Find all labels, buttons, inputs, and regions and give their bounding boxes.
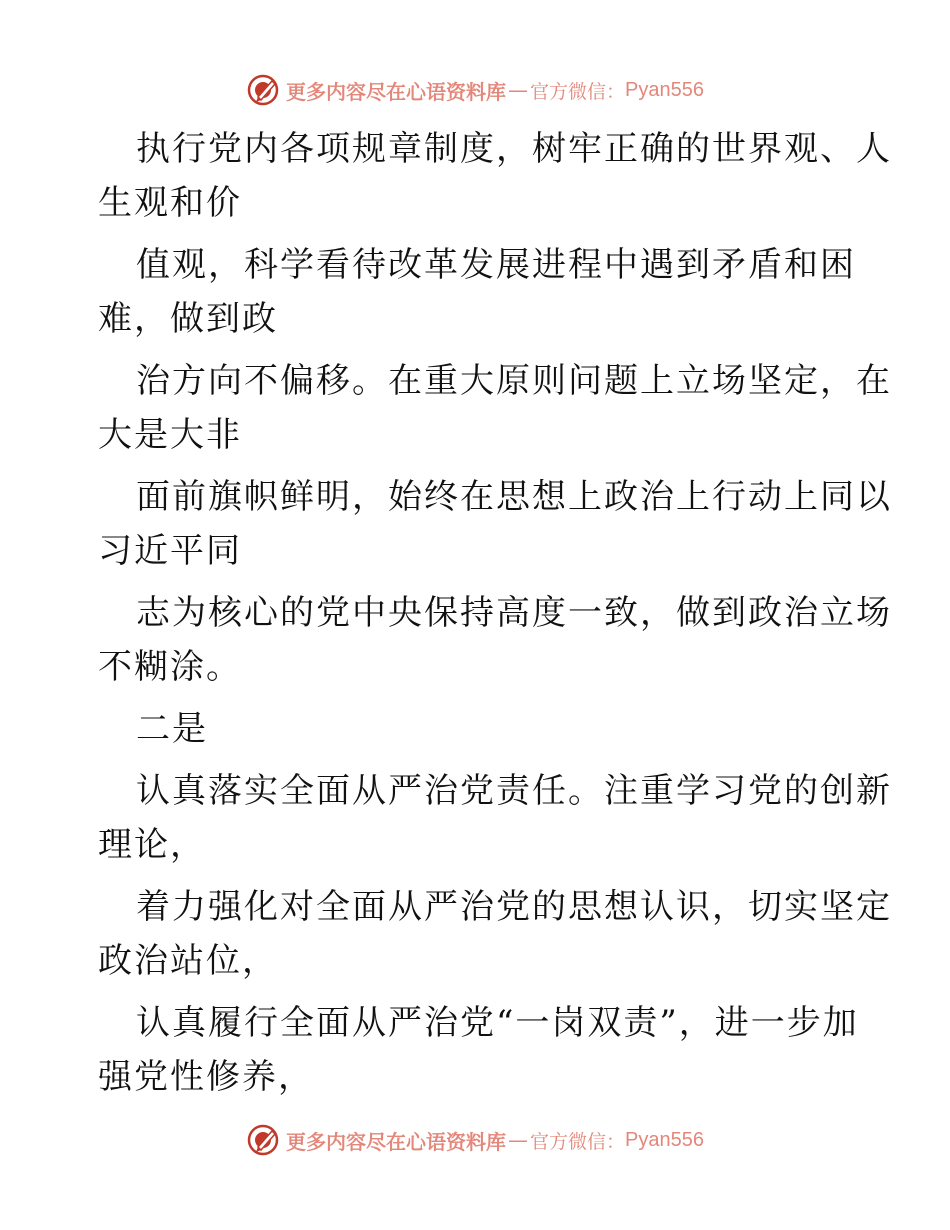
header-wechat-label: 官方微信： [530,80,626,103]
body-line: 难，做到政 [98,299,278,339]
footer-wechat-label: 官方微信： [530,1130,626,1153]
body-line: 理论， [98,825,206,865]
pen-logo-icon [246,1123,280,1157]
body-line: 治方向不偏移。在重大原则问题上立场坚定，在 [136,361,892,401]
body-line: 强党性修养， [98,1057,314,1097]
body-line: 志为核心的党中央保持高度一致，做到政治立场 [136,593,892,633]
header-separator: — [508,78,528,102]
body-line: 生观和价 [98,183,242,223]
body-line: 执行党内各项规章制度，树牢正确的世界观、人 [136,129,892,169]
header-title: 更多内容尽在心语资料库 [286,79,506,104]
footer-title: 更多内容尽在心语资料库 [286,1129,506,1154]
body-line: 不糊涂。 [98,647,242,687]
body-line: 认真履行全面从严治党“一岗双责”，进一步加 [136,1003,859,1043]
footer-separator: — [508,1128,528,1152]
header-wechat-id: Pyan556 [625,78,704,101]
body-line: 认真落实全面从严治党责任。注重学习党的创新 [136,771,892,811]
body-line: 面前旗帜鲜明，始终在思想上政治上行动上同以 [136,477,892,517]
body-line: 二是 [136,709,208,749]
body-line: 政治站位， [98,941,278,981]
header-banner [0,70,950,110]
body-line: 着力强化对全面从严治党的思想认识，切实坚定 [136,887,892,927]
body-line: 大是大非 [98,415,242,455]
body-line: 习近平同 [98,531,242,571]
document-body [98,122,892,1104]
pen-logo-icon [246,73,280,107]
footer-wechat-id: Pyan556 [625,1128,704,1151]
body-line: 值观，科学看待改革发展进程中遇到矛盾和困 [136,245,856,285]
footer-banner [0,1120,950,1160]
